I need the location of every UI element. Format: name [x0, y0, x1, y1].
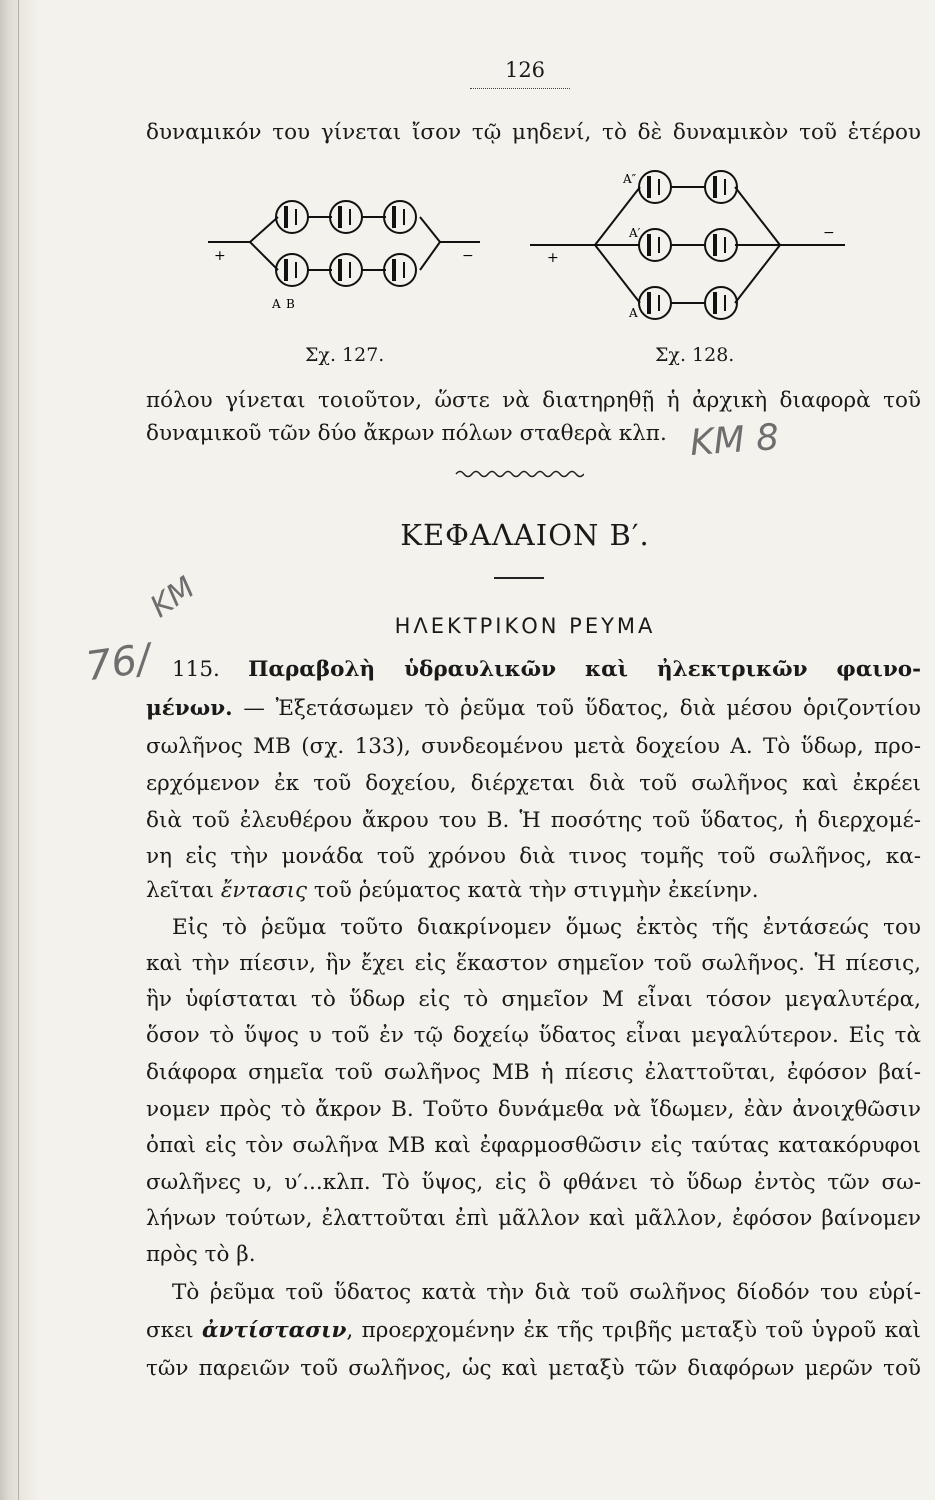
text-line: Τὸ ῥεῦμα τοῦ ὕδατος κατὰ τὴν διὰ τοῦ σωλῆνος δίοδόν του εὑρί- [172, 1280, 921, 1305]
section-title: ΗΛΕΚΤΡΙΚΟΝ ΡΕΥΜΑ [394, 614, 656, 638]
text-line: δυναμικοῦ τῶν δύο ἄκρων πόλων σταθερὰ κλπ. [146, 421, 667, 446]
term-entasis: ἔντασις [220, 878, 308, 903]
fig127-plus: + [214, 248, 226, 264]
paragraph-heading: Παραβολὴ ὑδραυλικῶν καὶ ἠλεκτρικῶν φαινο- [248, 657, 921, 682]
fig127-minus: − [462, 248, 474, 264]
figure-128-diagram [525, 165, 865, 330]
text-line: Εἰς τὸ ῥεῦμα τοῦτο διακρίνομεν ὅμως ἐκτὸς τῆς ἐντάσεώς του [172, 915, 921, 940]
page-number: 126 [504, 58, 546, 82]
fig128-label-a1: A′ [629, 226, 641, 240]
text-line: ὀπαὶ εἰς τὸν σωλῆνα ΜΒ καὶ ἐφαρμοσθῶσιν εἰς ταύτας κατακόρυφοι [146, 1133, 921, 1158]
fig128-label-a: A [629, 306, 638, 320]
figure-128-caption: Σχ. 128. [655, 344, 735, 366]
text-line: ὅσον τὸ ὕψος υ τοῦ ἐν τῷ δοχείῳ ὕδατος εἶναι μεγαλύτερον. Εἰς τὰ [146, 1023, 921, 1048]
handwritten-margin-number: 76/ [83, 635, 154, 691]
handwritten-note-km: ΚΜ 8 [688, 416, 781, 465]
fig128-minus: − [823, 225, 835, 241]
text-span: , προερχομένην ἐκ τῆς τριβῆς μεταξὺ τοῦ ὑγροῦ καὶ [346, 1318, 921, 1343]
paragraph-115-last-line [146, 880, 921, 902]
cell-row-1 [639, 171, 737, 203]
cell-row-bottom [276, 254, 416, 286]
text-line: καὶ τὴν πίεσιν, ἣν ἔχει εἰς ἕκαστον σημεῖον τοῦ σωλῆνος. Ἡ πίεσις, [146, 951, 921, 976]
page-number-rule [470, 88, 570, 89]
wavy-ornament [454, 466, 584, 482]
figure-127-caption: Σχ. 127. [305, 344, 385, 366]
fig127-label-a: A [272, 297, 281, 311]
text-span: σκει [146, 1318, 203, 1343]
text-line: σωλῆνες υ, υ′...κλπ. Τὸ ὕψος, εἰς ὃ φθάνει τὸ ὕδωρ ἐντὸς τῶν σω- [146, 1170, 921, 1195]
text-line: νομεν πρὸς τὸ ἄκρον Β. Τοῦτο δυνάμεθα νὰ ἴδωμεν, ἐὰν ἀνοιχθῶσιν [146, 1097, 921, 1122]
cell-row-2 [639, 229, 737, 261]
chapter-title: ΚΕΦΑΛΑΙΟΝ Β′. [400, 518, 650, 552]
text-span: — Ἐξετάσωμεν τὸ ῥεῦμα τοῦ ὕδατος, διὰ μέσου ὁριζοντίου [243, 696, 921, 721]
cell-row-top [276, 201, 416, 233]
paragraph-number: 115. [172, 657, 220, 682]
fig128-plus: + [547, 250, 559, 266]
paragraph-115-heading-line [172, 659, 921, 681]
text-line: πρὸς τὸ β. [146, 1242, 256, 1267]
paragraph-3-line-2 [146, 1320, 921, 1342]
text-span: λεῖται [146, 878, 221, 903]
text-line: σωλῆνος ΜΒ (σχ. 133), συνδεομένου μετὰ δοχείου Α. Τὸ ὕδωρ, προ- [146, 734, 921, 759]
fig128-label-a2: A″ [623, 172, 637, 186]
text-line: τῶν παρειῶν τοῦ σωλῆνος, ὡς καὶ μεταξὺ τῶν διαφόρων μερῶν τοῦ [146, 1356, 921, 1381]
page-edge [0, 0, 40, 1500]
text-line: διὰ τοῦ ἐλευθέρου ἄκρου του Β. Ἡ ποσότης τοῦ ὕδατος, ἡ διερχομέ- [146, 808, 921, 833]
term-antistasis: ἀντίστασιν [202, 1318, 347, 1343]
paragraph-heading-end: μένων. [146, 696, 233, 721]
text-line: νη εἰς τὴν μονάδα τοῦ χρόνου διὰ τινος τομῆς τοῦ σωλῆνος, κα- [146, 844, 921, 869]
chapter-rule [494, 577, 544, 579]
text-line: ερχόμενον ἐκ τοῦ δοχείου, διέρχεται διὰ τοῦ σωλῆνος καὶ ἐκρέει [146, 771, 921, 796]
top-text-line: δυναμικόν του γίνεται ἴσον τῷ μηδενί, τὸ δὲ δυναμικὸν τοῦ ἑτέρου [146, 120, 921, 145]
paragraph-115-line [146, 698, 921, 720]
text-line: λήνων τούτων, ἐλαττοῦται ἐπὶ μᾶλλον καὶ μᾶλλον, ἐφόσον βαίνομεν [146, 1206, 921, 1231]
text-line: ἣν ὑφίσταται τὸ ὕδωρ εἰς τὸ σημεῖον Μ εἶναι τόσον μεγαλυτέρα, [146, 987, 921, 1012]
page-binding-line [18, 0, 19, 1500]
fig127-label-b: B [286, 297, 295, 311]
cell-row-3 [639, 287, 737, 319]
text-span: τοῦ ῥεύματος κατὰ τὴν στιγμὴν ἐκείνην. [307, 878, 759, 903]
text-line: πόλου γίνεται τοιοῦτον, ὥστε νὰ διατηρηθῇ ἡ ἀρχικὴ διαφορὰ τοῦ [146, 388, 921, 413]
handwritten-margin-km: ΚΜ [144, 570, 202, 625]
text-line: διάφορα σημεῖα τοῦ σωλῆνος ΜΒ ἡ πίεσις ἐλαττοῦται, ἐφόσον βαί- [146, 1060, 921, 1085]
figure-127-diagram [200, 190, 500, 325]
